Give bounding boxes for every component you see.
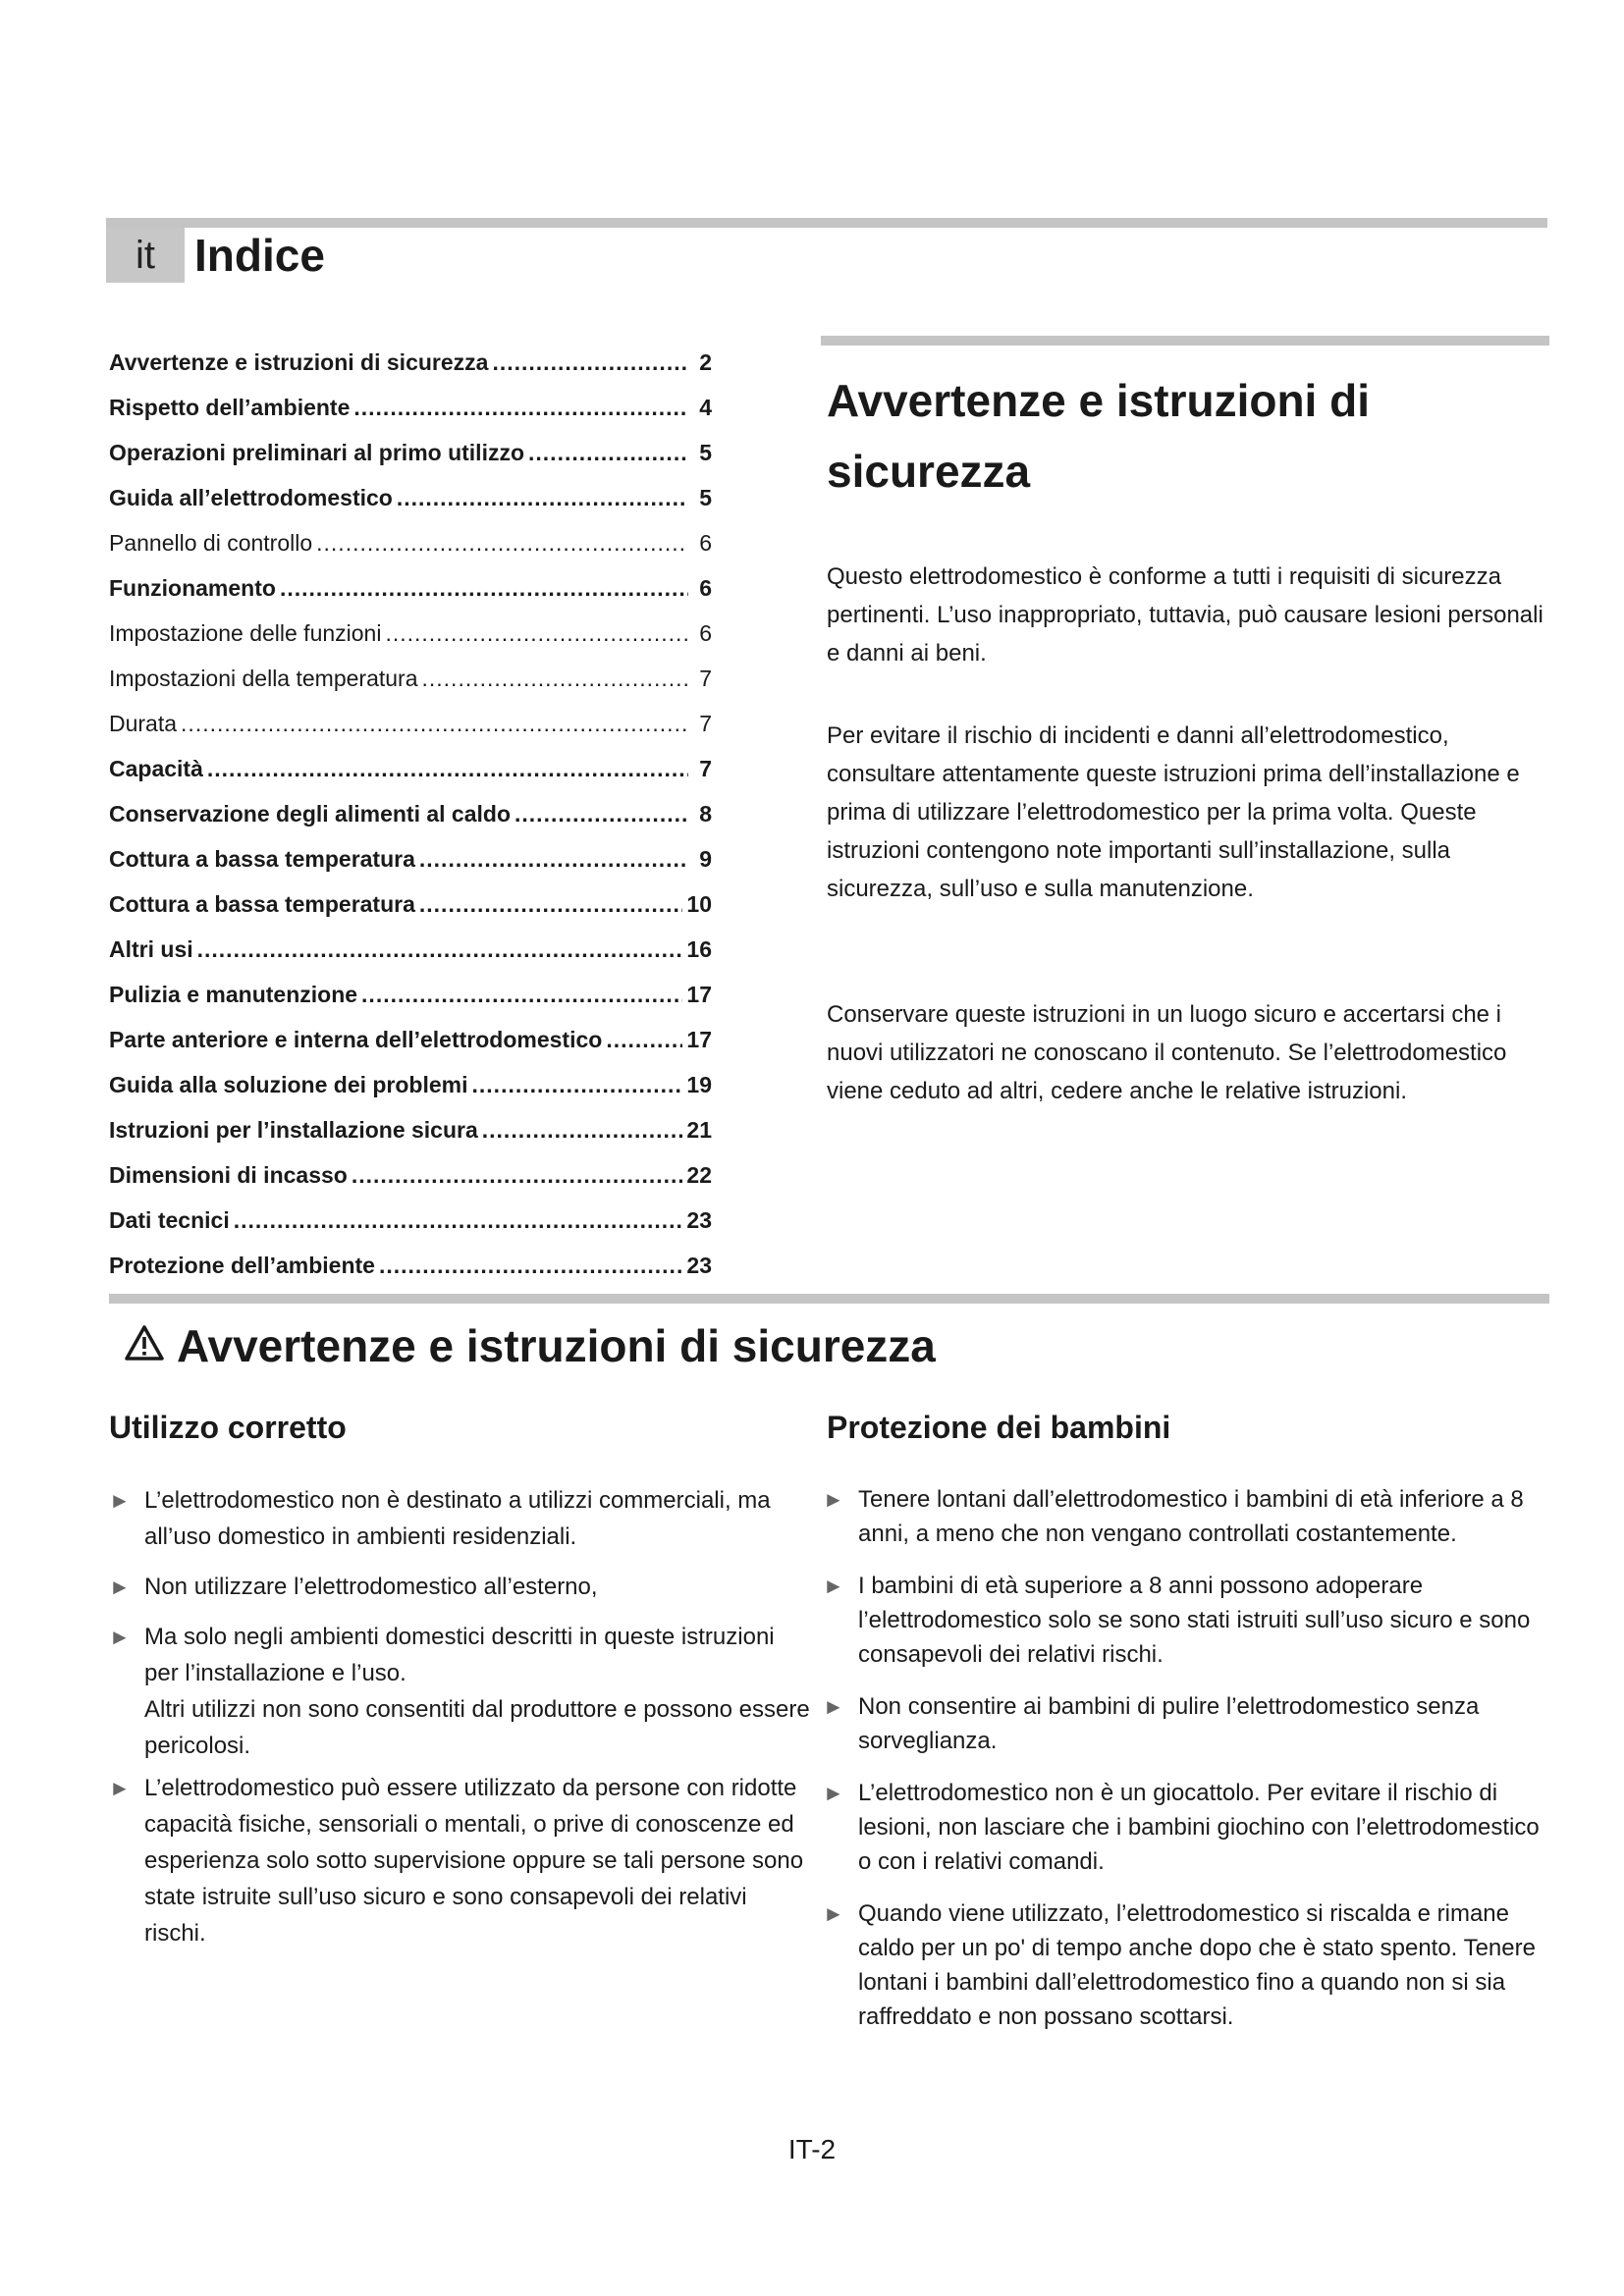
toc-entry[interactable] bbox=[109, 611, 712, 656]
toc-page: 23 bbox=[686, 1253, 712, 1278]
toc-page: 6 bbox=[699, 575, 712, 601]
toc-label: Cottura a bassa temperatura bbox=[109, 891, 415, 917]
list-item-text: I bambini di età superiore a 8 anni possono adoperare l’elettrodomestico solo se sono stati istruiti sull’uso sicuro e sono consapevoli dei relativi rischi. bbox=[858, 1573, 1531, 1668]
list-item bbox=[823, 1896, 1540, 2034]
toc-page: 8 bbox=[699, 801, 712, 827]
toc-label: Dati tecnici bbox=[109, 1207, 230, 1233]
toc-entry[interactable] bbox=[109, 385, 712, 430]
section-divider bbox=[109, 1294, 1549, 1304]
bullet-arrow-icon: ► bbox=[823, 1487, 844, 1512]
toc-entry[interactable] bbox=[109, 1243, 712, 1288]
warnings-heading bbox=[124, 1315, 936, 1376]
toc-leader bbox=[361, 972, 682, 1017]
toc-entry[interactable] bbox=[109, 430, 712, 475]
toc-page: 17 bbox=[686, 1027, 712, 1052]
bullet-arrow-icon: ► bbox=[823, 1574, 844, 1598]
toc-leader bbox=[197, 927, 683, 972]
toc-label: Avvertenze e istruzioni di sicurezza bbox=[109, 349, 489, 375]
toc-leader bbox=[472, 1062, 683, 1107]
language-tag: it bbox=[106, 228, 185, 283]
list-item bbox=[109, 1770, 812, 1951]
correct-use-heading: Utilizzo corretto bbox=[109, 1410, 347, 1445]
toc-leader bbox=[606, 1017, 682, 1062]
toc-entry[interactable] bbox=[109, 1198, 712, 1243]
child-protection-heading: Protezione dei bambini bbox=[827, 1410, 1171, 1445]
toc-label: Conservazione degli alimenti al caldo bbox=[109, 801, 512, 827]
list-item-text: Ma solo negli ambienti domestici descritti in queste istruzioni per l’installazione e l’uso. Altri utilizzi non sono consentiti dal produttore e possono essere pericolosi. bbox=[144, 1624, 810, 1759]
list-item-text: L’elettrodomestico non è destinato a utilizzi commerciali, ma all’uso domestico in ambienti residenziali. bbox=[144, 1487, 771, 1550]
toc-leader bbox=[397, 475, 688, 520]
toc-leader bbox=[492, 340, 688, 385]
toc-page: 5 bbox=[699, 485, 712, 510]
safety-intro-paragraph: Per evitare il rischio di incidenti e danni all’elettrodomestico, consultare attentamente queste istruzioni prima dell’installazione e prima di utilizzare l’elettrodomestico per la prima volta. Queste istruzioni contengono note importanti sull’installazione, sulla sicurezza, sull’uso e sulla manutenzione. bbox=[827, 722, 1520, 902]
toc-label: Guida all’elettrodomestico bbox=[109, 485, 393, 510]
list-item-text: Tenere lontani dall’elettrodomestico i bambini di età inferiore a 8 anni, a meno che non vengano controllati costantemente. bbox=[858, 1486, 1524, 1547]
toc-entry[interactable] bbox=[109, 520, 712, 565]
toc-entry[interactable] bbox=[109, 881, 712, 927]
toc-leader bbox=[353, 385, 688, 430]
toc-page: 5 bbox=[699, 440, 712, 465]
toc-entry[interactable] bbox=[109, 565, 712, 611]
list-item-text: Non utilizzare l’elettrodomestico all’esterno, bbox=[144, 1574, 598, 1600]
list-item bbox=[823, 1569, 1540, 1672]
toc-entry[interactable] bbox=[109, 836, 712, 881]
toc-page: 2 bbox=[699, 349, 712, 375]
safety-intro-paragraph: Questo elettrodomestico è conforme a tutti i requisiti di sicurezza pertinenti. L’uso inappropriato, tuttavia, può causare lesioni personali e danni ai beni. bbox=[827, 563, 1543, 667]
list-item bbox=[823, 1776, 1540, 1879]
toc-page: 9 bbox=[699, 846, 712, 872]
page-title: Indice bbox=[194, 230, 325, 281]
toc-label: Dimensioni di incasso bbox=[109, 1162, 348, 1188]
toc-leader bbox=[528, 430, 688, 475]
toc-page: 7 bbox=[699, 756, 712, 781]
toc-leader bbox=[482, 1107, 683, 1152]
section-divider bbox=[821, 336, 1549, 346]
toc-leader bbox=[385, 611, 688, 656]
toc-entry[interactable] bbox=[109, 340, 712, 385]
list-item-text: Non consentire ai bambini di pulire l’elettrodomestico senza sorveglianza. bbox=[858, 1693, 1480, 1754]
list-item-text: Quando viene utilizzato, l’elettrodomestico si riscalda e rimane caldo per un po' di tempo anche dopo che è stato spento. Tenere lontani i bambini dall’elettrodomestico fino a quando non si sia raffreddato e non possano scottarsi. bbox=[858, 1900, 1536, 2030]
warning-triangle-icon bbox=[124, 1315, 165, 1376]
list-item bbox=[109, 1482, 812, 1555]
toc-page: 6 bbox=[699, 530, 712, 556]
toc-page: 7 bbox=[699, 711, 712, 736]
toc-page: 17 bbox=[686, 982, 712, 1007]
toc-label: Impostazione delle funzioni bbox=[109, 620, 382, 646]
list-item bbox=[823, 1689, 1540, 1758]
bullet-arrow-icon: ► bbox=[823, 1694, 844, 1719]
toc-entry[interactable] bbox=[109, 701, 712, 746]
toc-entry[interactable] bbox=[109, 791, 712, 836]
toc-entry[interactable] bbox=[109, 1062, 712, 1107]
toc-entry[interactable] bbox=[109, 746, 712, 791]
toc-leader bbox=[422, 656, 689, 701]
toc-leader bbox=[419, 836, 688, 881]
toc-entry[interactable] bbox=[109, 1152, 712, 1198]
toc-label: Protezione dell’ambiente bbox=[109, 1253, 375, 1278]
toc-entry[interactable] bbox=[109, 1017, 712, 1062]
toc-leader bbox=[514, 791, 688, 836]
toc-page: 4 bbox=[699, 395, 712, 420]
toc-leader bbox=[207, 746, 688, 791]
toc-page: 21 bbox=[686, 1117, 712, 1143]
bullet-arrow-icon: ► bbox=[109, 1776, 131, 1800]
toc-label: Pannello di controllo bbox=[109, 530, 313, 556]
toc-label: Impostazioni della temperatura bbox=[109, 666, 418, 691]
toc-leader bbox=[234, 1198, 683, 1243]
toc-leader bbox=[181, 701, 688, 746]
toc-leader bbox=[352, 1152, 683, 1198]
page-number: IT-2 bbox=[787, 2134, 837, 2164]
correct-use-list bbox=[109, 1482, 812, 1951]
toc-label: Pulizia e manutenzione bbox=[109, 982, 358, 1007]
safety-intro-paragraph: Conservare queste istruzioni in un luogo sicuro e accertarsi che i nuovi utilizzatori ne conoscano il contenuto. Se l’elettrodomestico viene ceduto ad altri, cedere anche le relative istruzioni. bbox=[827, 1001, 1507, 1104]
toc-label: Guida alla soluzione dei problemi bbox=[109, 1072, 468, 1097]
bullet-arrow-icon: ► bbox=[823, 1781, 844, 1805]
toc-entry[interactable] bbox=[109, 656, 712, 701]
toc-page: 22 bbox=[686, 1162, 712, 1188]
toc-label: Altri usi bbox=[109, 936, 193, 962]
toc-page: 19 bbox=[686, 1072, 712, 1097]
bullet-arrow-icon: ► bbox=[109, 1488, 131, 1513]
bullet-arrow-icon: ► bbox=[109, 1575, 131, 1599]
toc-page: 6 bbox=[699, 620, 712, 646]
toc-label: Parte anteriore e interna dell’elettrodomestico bbox=[109, 1027, 603, 1052]
toc-page: 23 bbox=[686, 1207, 712, 1233]
toc-page: 10 bbox=[686, 891, 712, 917]
toc-leader bbox=[316, 520, 688, 565]
safety-intro-heading: Avvertenze e istruzioni di sicurezza bbox=[827, 375, 1370, 497]
toc-label: Cottura a bassa temperatura bbox=[109, 846, 415, 872]
toc-leader bbox=[280, 565, 688, 611]
toc-entry[interactable] bbox=[109, 1107, 712, 1152]
list-item-text: L’elettrodomestico non è un giocattolo. Per evitare il rischio di lesioni, non lasciare che i bambini giochino con l’elettrodomestico o con i relativi comandi. bbox=[858, 1780, 1540, 1875]
toc-label: Istruzioni per l’installazione sicura bbox=[109, 1117, 478, 1143]
toc-entry[interactable] bbox=[109, 972, 712, 1017]
toc-leader bbox=[379, 1243, 682, 1288]
toc-label: Funzionamento bbox=[109, 575, 276, 601]
list-item-text: L’elettrodomestico può essere utilizzato da persone con ridotte capacità fisiche, sensoriali o mentali, o prive di conoscenze ed esperienza solo sotto supervisione oppure se tali persone sono state istruite sull’uso sicuro e sono consapevoli dei relativi rischi. bbox=[144, 1775, 804, 1947]
bullet-arrow-icon: ► bbox=[823, 1901, 844, 1926]
toc-page: 7 bbox=[699, 666, 712, 691]
toc-label: Capacità bbox=[109, 756, 203, 781]
list-item bbox=[109, 1619, 812, 1764]
toc-page: 16 bbox=[686, 936, 712, 962]
toc-label: Operazioni preliminari al primo utilizzo bbox=[109, 440, 525, 465]
bullet-arrow-icon: ► bbox=[109, 1625, 131, 1649]
list-item bbox=[109, 1569, 812, 1605]
toc-entry[interactable] bbox=[109, 475, 712, 520]
table-of-contents bbox=[109, 340, 712, 1288]
toc-leader bbox=[419, 881, 683, 927]
toc-label: Rispetto dell’ambiente bbox=[109, 395, 351, 420]
child-protection-list bbox=[823, 1482, 1540, 2034]
toc-entry[interactable] bbox=[109, 927, 712, 972]
toc-label: Durata bbox=[109, 711, 178, 736]
warnings-heading-text: Avvertenze e istruzioni di sicurezza bbox=[177, 1320, 936, 1371]
list-item bbox=[823, 1482, 1540, 1551]
